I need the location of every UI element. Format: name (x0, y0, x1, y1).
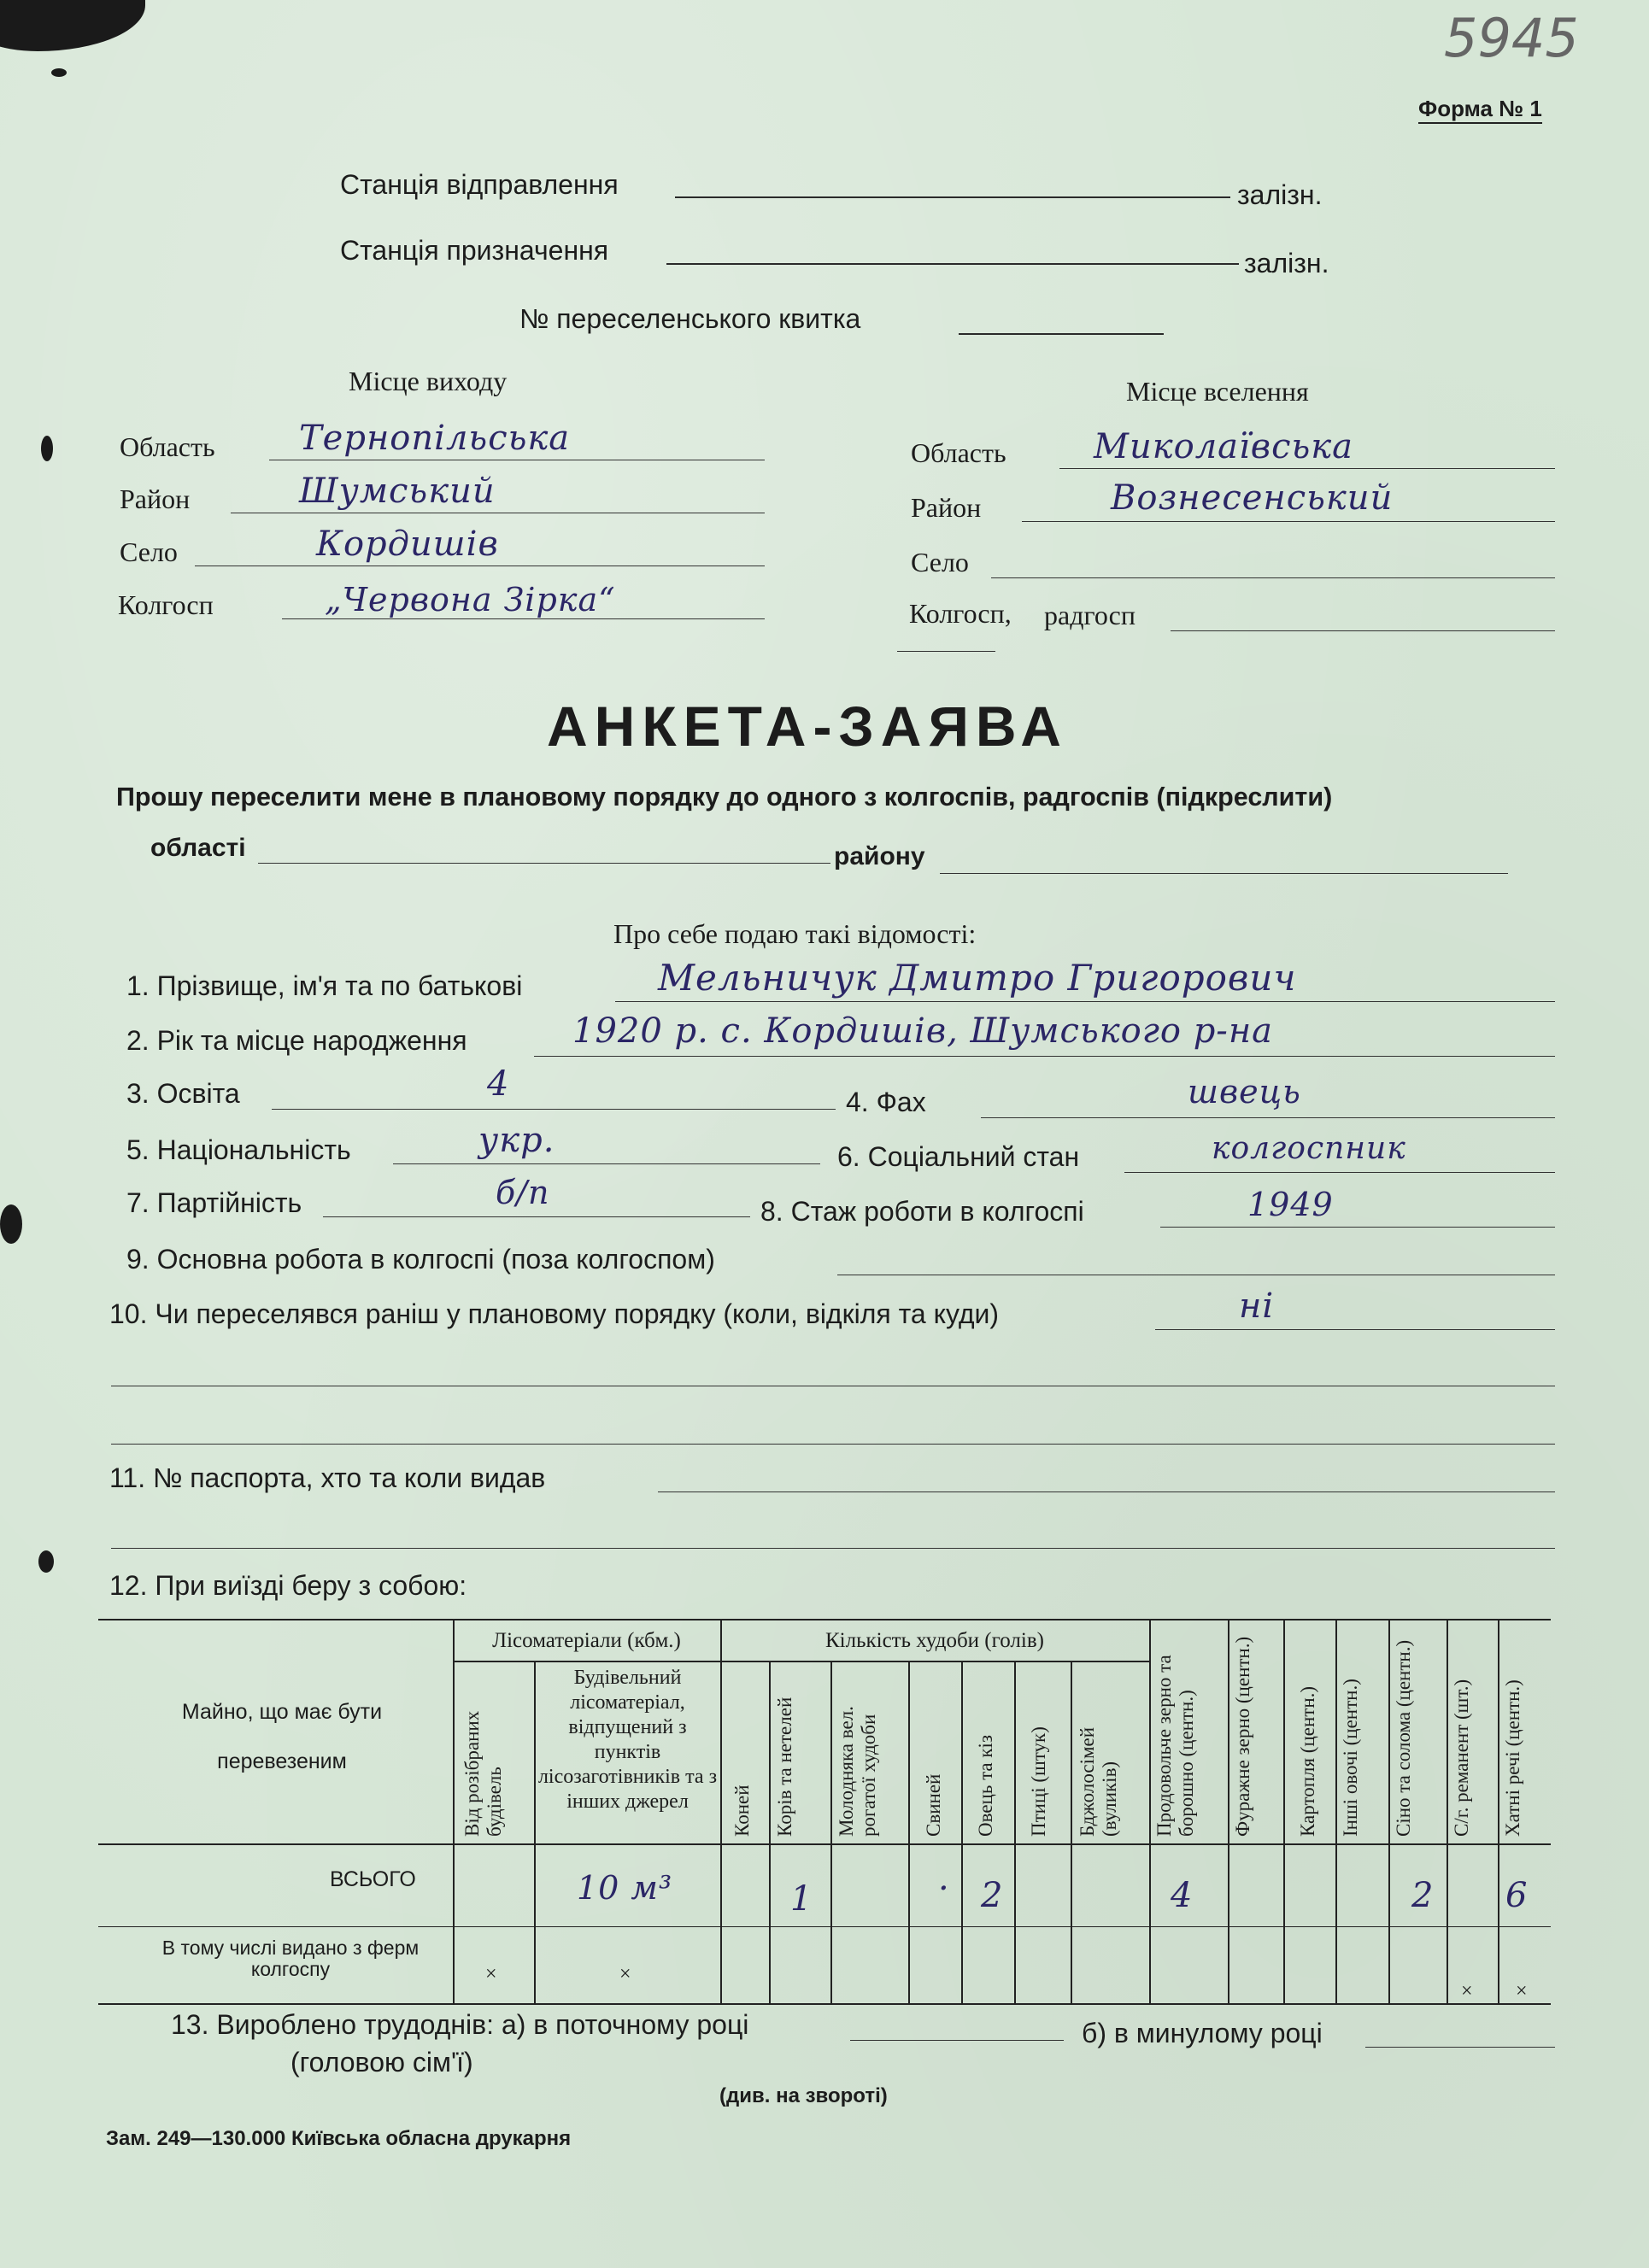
field-5-label: 5. Національність (126, 1134, 351, 1165)
field-6-label: 6. Соціальний стан (837, 1141, 1080, 1172)
field-11-line-2[interactable] (111, 1548, 1555, 1549)
table-header-col-13: Хатні речі (центн.) (1502, 1679, 1523, 1837)
destination-kolhosp-label: Колгосп, (909, 598, 1012, 629)
table-header-col-1: Корів та нетелей (774, 1697, 795, 1837)
table-total-cows: 1 (790, 1879, 813, 1919)
table-total-household: 6 (1505, 1876, 1529, 1915)
table-col-line (1388, 1619, 1390, 2003)
destination-heading: Місце вселення (1126, 376, 1309, 407)
field-2-label: 2. Рік та місце народження (126, 1025, 467, 1056)
field-13a-line[interactable] (850, 2040, 1064, 2041)
origin-kolhosp-label: Колгосп (118, 589, 214, 620)
table-header-col-11: Сіно та солома (центн.) (1393, 1639, 1414, 1837)
intro-text: Про себе подаю такі відомості: (613, 918, 977, 949)
table-header-col-12: С/г. реманент (шт.) (1451, 1679, 1472, 1837)
destination-oblast-label: Область (911, 437, 1006, 468)
table-header-timber-demolished: Від розібраних будівель (461, 1710, 505, 1837)
table-bottom-border (98, 2003, 1551, 2005)
table-total-sheep: 2 (981, 1876, 1004, 1915)
table-header-col-0: Коней (731, 1785, 753, 1837)
field-10-label: 10. Чи переселявся раніш у плановому порядку (коли, відкіля та куди) (109, 1298, 1000, 1329)
origin-kolhosp-field[interactable] (282, 618, 765, 619)
table-header-col-2: Молодняка вел. рогатої худоби (836, 1706, 879, 1837)
field-5-value: укр. (478, 1121, 555, 1160)
table-header-col-4: Овець та кіз (975, 1734, 996, 1837)
field-7-label: 7. Партійність (126, 1187, 302, 1218)
origin-raion-label: Район (120, 483, 191, 514)
ink-spot (51, 68, 67, 77)
printer-note: Зам. 249—130.000 Київська обласна друкарня (106, 2127, 572, 2150)
field-2-line[interactable] (534, 1056, 1555, 1057)
field-13b-label: б) в минулому році (1082, 2018, 1323, 2048)
table-col-line (1149, 1619, 1151, 2003)
field-4-label: 4. Фах (846, 1087, 926, 1117)
table-col-line (961, 1661, 963, 2003)
destination-raion-field[interactable] (1022, 521, 1555, 522)
station-departure-label: Станція відправлення (340, 169, 619, 200)
destination-oblast-field[interactable] (1059, 468, 1555, 469)
table-top-border (98, 1619, 1551, 1620)
table-header-col-5: Птиці (штук) (1028, 1726, 1049, 1837)
punch-hole (0, 1204, 22, 1244)
field-10-line-3[interactable] (111, 1444, 1555, 1445)
table-col-line (1498, 1619, 1499, 2003)
table-header-livestock-group: Кількість худоби (голів) (825, 1629, 1044, 1652)
destination-selo-field[interactable] (991, 577, 1555, 578)
field-2-value: 1920 р. с. Кордишів, Шумського р-на (572, 1011, 1274, 1051)
ticket-label: № переселенського квитка (519, 303, 861, 334)
field-13b-line[interactable] (1365, 2047, 1555, 2048)
cross-mark: × (1516, 1980, 1528, 2002)
railway-suffix-1: залізн. (1237, 179, 1323, 210)
table-header-col-6: Бджолосімей (вуликів) (1077, 1726, 1120, 1837)
table-col-line (1335, 1619, 1337, 2003)
railway-suffix-2: залізн. (1244, 248, 1329, 278)
cross-mark: × (619, 1963, 631, 1985)
origin-raion-value: Шумський (299, 472, 496, 511)
station-departure-field[interactable] (675, 196, 1230, 198)
cross-mark: × (1461, 1980, 1473, 2002)
ink-spot (38, 1550, 54, 1573)
request-raion-label: району (834, 842, 925, 870)
field-11-line[interactable] (658, 1491, 1555, 1492)
field-3-line[interactable] (272, 1109, 836, 1110)
table-header-col-9: Картопля (центн.) (1297, 1685, 1318, 1837)
ticket-field[interactable] (959, 333, 1164, 335)
table-header-col-8: Фуражне зерно (центн.) (1232, 1636, 1253, 1837)
request-oblast-label: області (150, 834, 246, 862)
table-header-col-7: Продовольче зерно та борошно (центн.) (1153, 1655, 1197, 1837)
table-row-divider (98, 1926, 1551, 1927)
station-arrival-label: Станція призначення (340, 235, 609, 266)
archive-number: 5945 (1444, 7, 1579, 69)
field-6-value: колгоспник (1212, 1131, 1406, 1166)
table-header-bottom (98, 1843, 1551, 1845)
field-4-value: швець (1188, 1073, 1301, 1111)
request-line: Прошу переселити мене в плановому порядку до одного з колгоспів, радгоспів (підкреслити) (116, 782, 1333, 812)
origin-selo-value: Кордишів (316, 525, 499, 564)
field-7-line[interactable] (323, 1216, 750, 1217)
table-col-line (1071, 1661, 1072, 2003)
field-1-value: Мельничук Дмитро Григорович (658, 957, 1297, 999)
destination-kolhosp-underline (897, 651, 995, 652)
field-13-sublabel: (головою сім'ї) (290, 2047, 473, 2078)
table-col-line (1014, 1661, 1016, 2003)
destination-selo-label: Село (911, 547, 969, 577)
table-total-hay: 2 (1411, 1876, 1435, 1915)
field-7-value: б/п (496, 1174, 550, 1211)
table-col-line (1228, 1619, 1229, 2003)
table-total-timber: 10 м³ (577, 1869, 673, 1907)
table-header-col-10: Інші овочі (центн.) (1340, 1679, 1361, 1837)
ink-spot (41, 436, 53, 461)
table-col-line (1283, 1619, 1285, 2003)
table-group-divider (453, 1661, 1149, 1662)
destination-oblast-value: Миколаївська (1094, 427, 1353, 466)
request-raion-field[interactable] (940, 873, 1508, 874)
origin-selo-label: Село (120, 536, 178, 567)
table-header-col-3: Свиней (923, 1773, 944, 1837)
table-header-property: Майно, що має бути перевезеним (181, 1700, 383, 1773)
see-back-note: (див. на звороті) (719, 2084, 888, 2107)
field-10-value: ні (1239, 1286, 1275, 1326)
torn-corner (0, 0, 145, 51)
table-col-line (1447, 1619, 1448, 2003)
field-9-label: 9. Основна робота в колгоспі (поза колгоспом) (126, 1244, 715, 1275)
field-1-label: 1. Прізвище, ім'я та по батькові (126, 970, 523, 1001)
station-arrival-field[interactable] (666, 263, 1239, 265)
destination-raion-label: Район (911, 492, 982, 523)
table-row-total-label: ВСЬОГО (330, 1867, 416, 1891)
table-row-farm-label: В тому числі видано з ферм колгоспу (161, 1937, 420, 1980)
table-total-grain: 4 (1171, 1876, 1194, 1915)
origin-oblast-label: Область (120, 431, 215, 462)
field-4-line[interactable] (981, 1117, 1555, 1118)
field-13-label: 13. Вироблено трудоднів: а) в поточному році (171, 2009, 749, 2040)
field-8-value: 1949 (1247, 1186, 1334, 1223)
table-col-line (769, 1661, 771, 2003)
table-total-pigs: · (938, 1869, 950, 1908)
field-6-line[interactable] (1124, 1172, 1555, 1173)
table-col-line (908, 1661, 910, 2003)
field-5-line[interactable] (393, 1163, 820, 1164)
field-8-line[interactable] (1160, 1227, 1555, 1228)
table-col-line (830, 1661, 832, 2003)
form-number: Форма № 1 (1418, 96, 1542, 124)
origin-kolhosp-value: „Червона Зірка“ (325, 581, 616, 618)
table-col-line (720, 1619, 722, 2003)
table-header-timber-group: Лісоматеріали (кбм.) (492, 1629, 681, 1652)
origin-oblast-value: Тернопільська (299, 419, 571, 458)
field-3-value: 4 (487, 1064, 510, 1104)
destination-raion-value: Вознесенський (1111, 478, 1394, 518)
field-11-label: 11. № паспорта, хто та коли видав (109, 1462, 546, 1493)
cross-mark: × (485, 1963, 497, 1985)
destination-radhosp-label: радгосп (1044, 600, 1136, 630)
field-8-label: 8. Стаж роботи в колгоспі (760, 1196, 1084, 1227)
table-header-timber-other: Будівельний лісоматеріал, відпущений з пунктів лісозаготівників та з інших джерел (537, 1667, 718, 1813)
table-col-line (453, 1619, 455, 2003)
form-title: АНКЕТА-ЗАЯВА (547, 694, 1068, 758)
destination-kolhosp-field[interactable] (1171, 630, 1555, 631)
request-oblast-field[interactable] (258, 863, 830, 864)
field-12-label: 12. При виїзді беру з собою: (109, 1570, 467, 1601)
field-10-line[interactable] (1155, 1329, 1555, 1330)
field-3-label: 3. Освіта (126, 1078, 240, 1109)
origin-heading: Місце виходу (349, 366, 508, 396)
field-1-line[interactable] (615, 1001, 1555, 1002)
